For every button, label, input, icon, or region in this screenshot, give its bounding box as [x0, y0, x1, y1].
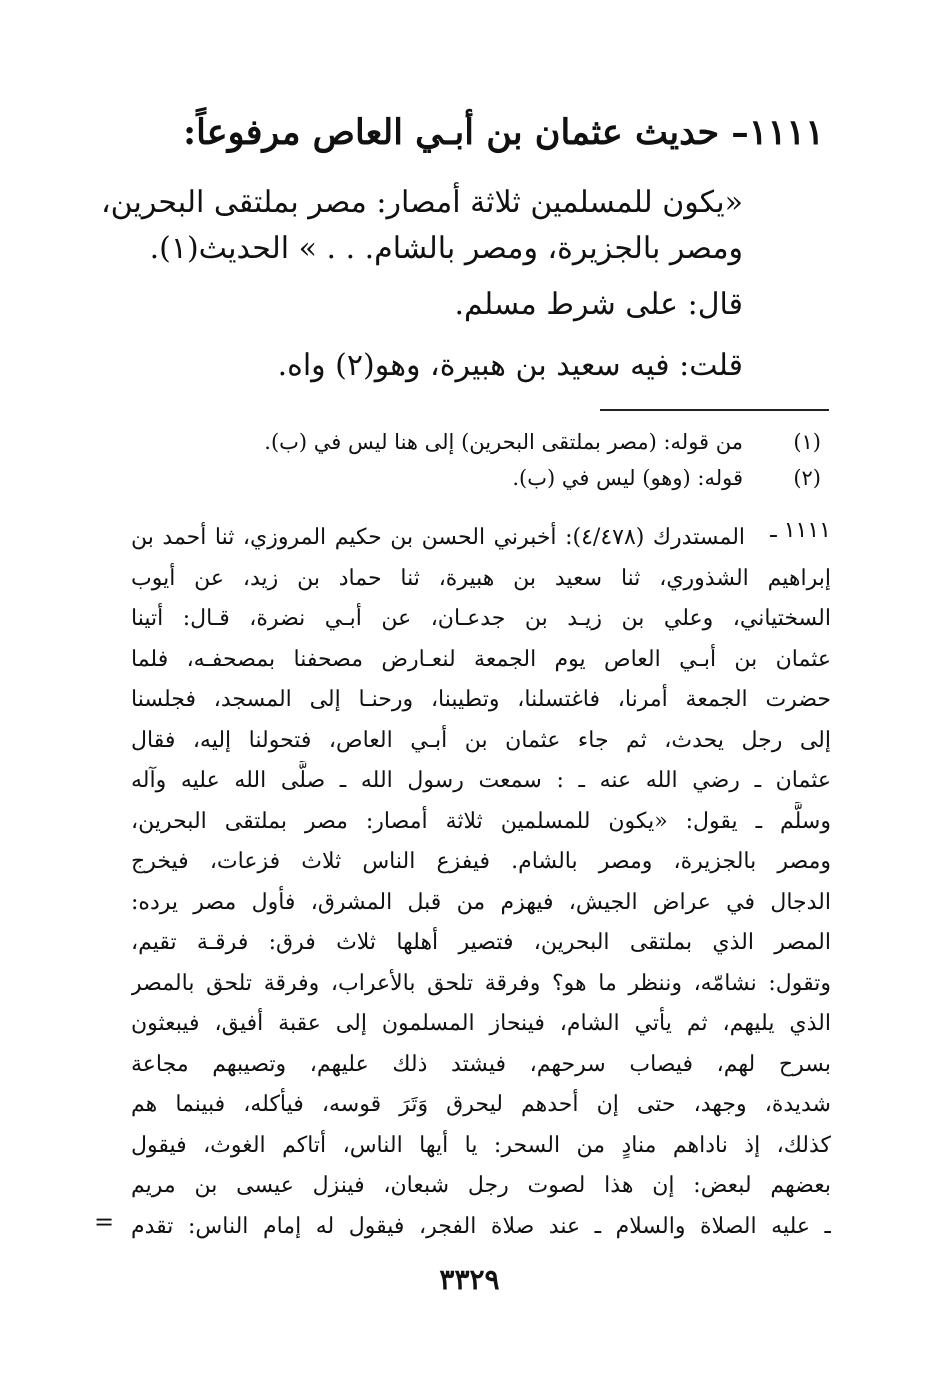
source-line: ـ عليه الصلاة والسلام ـ عند صلاة الفجر، فيقول له إمام الناس: تقدم: [131, 1213, 831, 1239]
source-line: المصر الذي بملتقى البحرين، فتصير أهلها ثلاث فرق: فرقـة تقيم،: [131, 930, 831, 955]
critique-statement: قلت: فيه سعيد بن هبيرة، وهو(٢) واه.: [277, 348, 743, 383]
source-line: وتقول: نشامّه، وننظر ما هو؟ وفرقة تلحق بالأعراب، وفرقة تلحق بالمصر: [131, 970, 831, 996]
source-line: الذي يليهم، ثم يأتي الشام، فينحاز المسلمون إلى عقبة أفيق، فيبعثون: [131, 1011, 831, 1036]
source-line: عثمان ـ رضي الله عنه ـ : سمعت رسول الله ـ صلَّى الله عليه وآله: [131, 768, 831, 793]
source-line: وسلَّم ـ يقول: «يكون للمسلمين ثلاثة أمصار: مصر بملتقى البحرين،: [131, 808, 831, 834]
footnote-number: (٢): [793, 466, 821, 490]
source-line: السختياني، وعلي بن زيـد بن جدعـان، عن أبـي نضرة، قـال: أتينا: [131, 606, 831, 631]
page-number: ٣٣٢٩: [439, 1263, 500, 1296]
hadith-title: ١١١١– حديث عثمان بن أبـي العاص مرفوعاً:: [183, 112, 824, 153]
source-line: ومصر بالجزيرة، ومصر بالشام. فيفزع الناس ثلاث فزعات، فيخرج: [131, 849, 831, 874]
hadith-quote-line-1: «يكون للمسلمين ثلاثة أمصار: مصر بملتقى البحرين،: [100, 185, 743, 220]
source-line: شديدة، وجهد، حتى إن أحدهم ليحرق وَتَرَ قوسه، فيأكله، فبينما هم: [131, 1092, 831, 1117]
source-line: إلى رجل يحدث، ثم جاء عثمان بن أبـي العاص، فتحولنا إليه، فقال: [131, 727, 831, 753]
source-text: [131, 518, 831, 1247]
authenticity-statement: قال: على شرط مسلم.: [454, 287, 743, 322]
hadith-quote-line-2: ومصر بالجزيرة، ومصر بالشام. . . » الحديث(١).: [149, 231, 743, 266]
source-line: عثمان بن أبـي العاص يوم الجمعة لنعـارض مصحفنا بمصحفـه، فلما: [131, 646, 831, 672]
continuation-mark: =: [94, 1208, 115, 1236]
source-line: المستدرك (٤/٤٧٨): أخبرني الحسن بن حكيم المروزي، ثنا أحمد بن: [131, 525, 745, 550]
source-line: كذلك، إذ ناداهم منادٍ من السحر: يا أيها الناس، أتاكم الغوث، فيقول: [131, 1132, 831, 1158]
source-line: بعضهم لبعض: إن هذا لصوت رجل شبعان، فينزل عيسى بن مريم: [131, 1173, 831, 1198]
source-line: بسرح لهم، فيصاب سرحهم، فيشتد ذلك عليهم، وتصيبهم مجاعة: [131, 1051, 831, 1077]
source-line: الدجال في عراض الجيش، فيهزم من قبل المشرق، فأول مصر يرده:: [131, 889, 831, 915]
source-line: حضرت الجمعة أمرنا، فاغتسلنا، وتطيبنا، ورحنـا إلى المسجد، فجلسنا: [131, 687, 831, 712]
footnote-text: من قوله: (مصر بملتقى البحرين) إلى هنا ليس في (ب).: [264, 430, 743, 454]
footnote-number: (١): [793, 430, 821, 454]
source-number: ١١١١ ـ: [770, 518, 831, 543]
source-line: إبراهيم الشذوري، ثنا سعيد بن هبيرة، ثنا حماد بن زيد، عن أيوب: [131, 565, 831, 591]
footnote-divider: [600, 409, 829, 411]
footnote-text: قوله: (وهو) ليس في (ب).: [512, 466, 743, 490]
